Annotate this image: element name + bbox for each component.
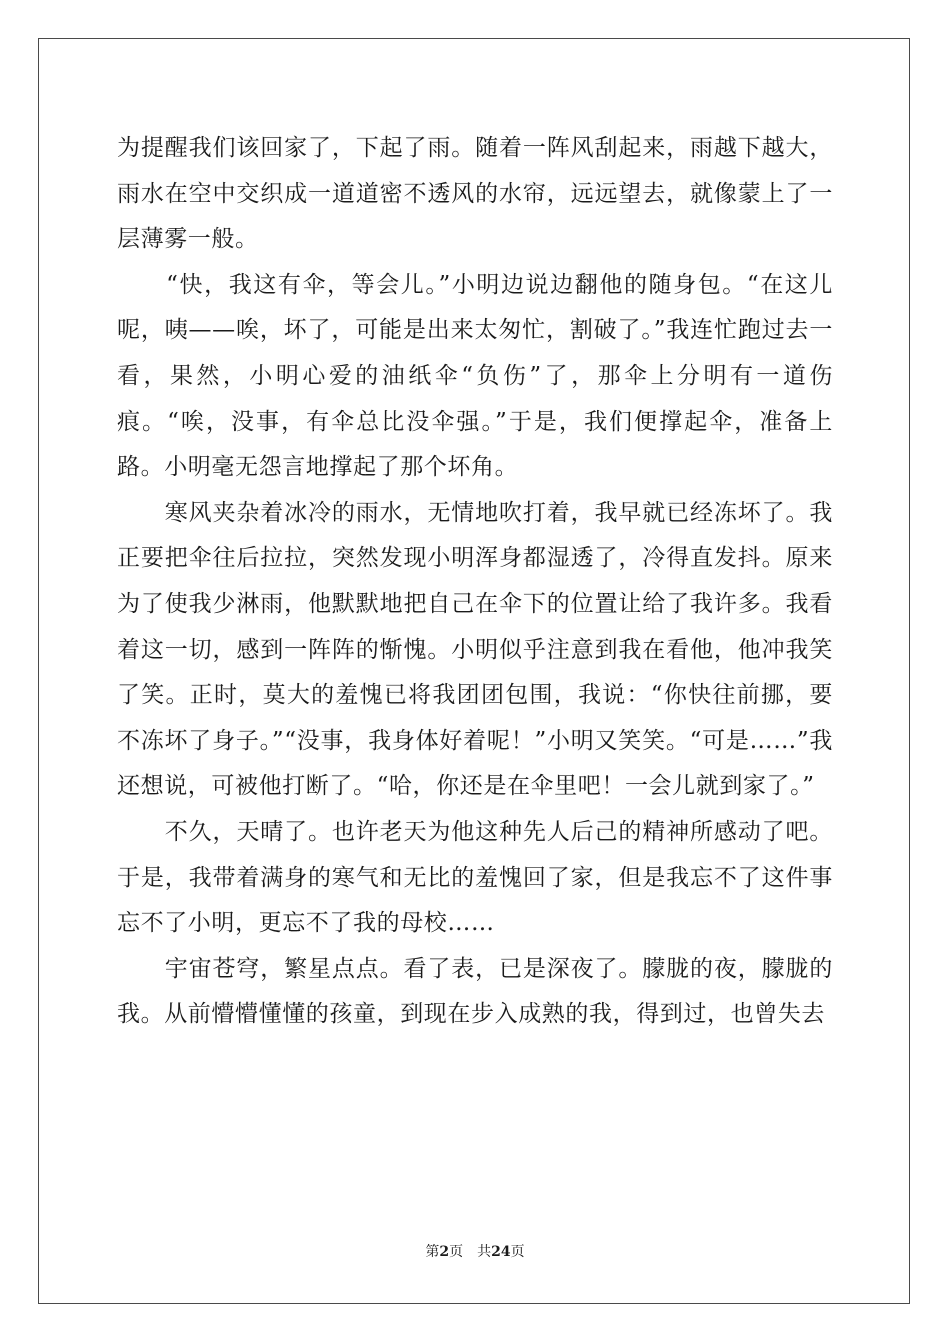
document-body [117,126,833,1038]
paragraph: 寒风夹杂着冰冷的雨水，无情地吹打着，我早就已经冻坏了。我正要把伞往后拉拉，突然发现小明浑身都湿透了，冷得直发抖。原来为了使我少淋雨，他默默地把自己在伞下的位置让给了我许多。我看着这一切，感到一阵阵的惭愧。小明似乎注意到我在看他，他冲我笑了笑。正时，莫大的羞愧已将我团团包围，我说：“你快往前挪，要不冻坏了身子。”“没事，我身体好着呢！”小明又笑笑。“可是……”我还想说，可被他打断了。“哈，你还是在伞里吧！一会儿就到家了。” [117,499,833,800]
total-pages-number: 24 [491,1244,511,1260]
page-label-middle: 页 共 [449,1244,492,1260]
paragraph: 宇宙苍穹，繁星点点。看了表，已是深夜了。朦胧的夜，朦胧的我。从前懵懵懂懂的孩童，到现在步入成熟的我，得到过，也曾失去 [117,955,833,1028]
paragraph: 为提醒我们该回家了，下起了雨。随着一阵风刮起来，雨越下越大，雨水在空中交织成一道道密不透风的水帘，远远望去，就像蒙上了一层薄雾一般。 [117,135,833,253]
paragraph: “快，我这有伞，等会儿。”小明边说边翻他的随身包。“在这儿呢，咦——唉，坏了，可能是出来太匆忙，割破了。”我连忙跑过去一看，果然，小明心爱的油纸伞“负伤”了，那伞上分明有一道伤痕。“唉，没事，有伞总比没伞强。”于是，我们便撑起伞，准备上路。小明毫无怨言地撑起了那个坏角。 [117,271,833,481]
page-label-suffix: 页 [510,1244,525,1260]
page-footer [0,1241,950,1261]
current-page-number: 2 [439,1244,450,1260]
page-label-prefix: 第 [425,1244,440,1260]
paragraph: 不久，天晴了。也许老天为他这种先人后己的精神所感动了吧。于是，我带着满身的寒气和无比的羞愧回了家，但是我忘不了这件事忘不了小明，更忘不了我的母校…… [117,818,833,937]
